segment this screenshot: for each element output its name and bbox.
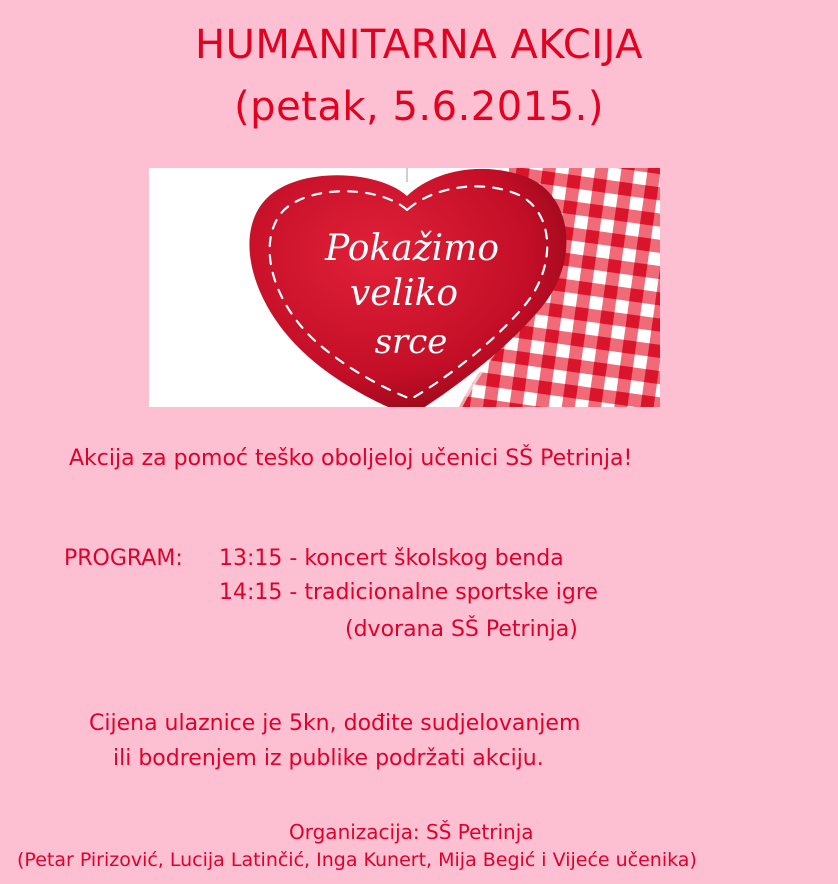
program-item-venue: (dvorana SŠ Petrinja) xyxy=(345,617,578,642)
program-item-concert: 13:15 - koncert školskog benda xyxy=(219,546,564,571)
appeal-text: Akcija za pomoć teško oboljeloj učenici SŠ Petrinja! xyxy=(69,446,633,471)
organization-title: Organizacija: SŠ Petrinja xyxy=(289,820,534,844)
price-text-line2: ili bodrenjem iz publike podržati akciju. xyxy=(113,746,544,771)
price-text-line1: Cijena ulaznice je 5kn, dođite sudjelovanjem xyxy=(89,711,581,736)
heart-illustration xyxy=(149,168,660,407)
program-label: PROGRAM: xyxy=(64,546,183,571)
poster-date: (petak, 5.6.2015.) xyxy=(234,84,604,130)
heart-text-line1: Pokažimo xyxy=(324,228,500,269)
heart-text-line3: srce xyxy=(374,322,448,362)
heart-text-line2: veliko xyxy=(349,273,459,314)
heart-banner-image xyxy=(149,168,660,407)
poster-title: HUMANITARNA AKCIJA xyxy=(194,22,644,68)
program-item-sports: 14:15 - tradicionalne sportske igre xyxy=(219,580,598,605)
organization-members: (Petar Pirizović, Lucija Latinčić, Inga Kunert, Mija Begić i Vijeće učenika) xyxy=(17,849,697,871)
